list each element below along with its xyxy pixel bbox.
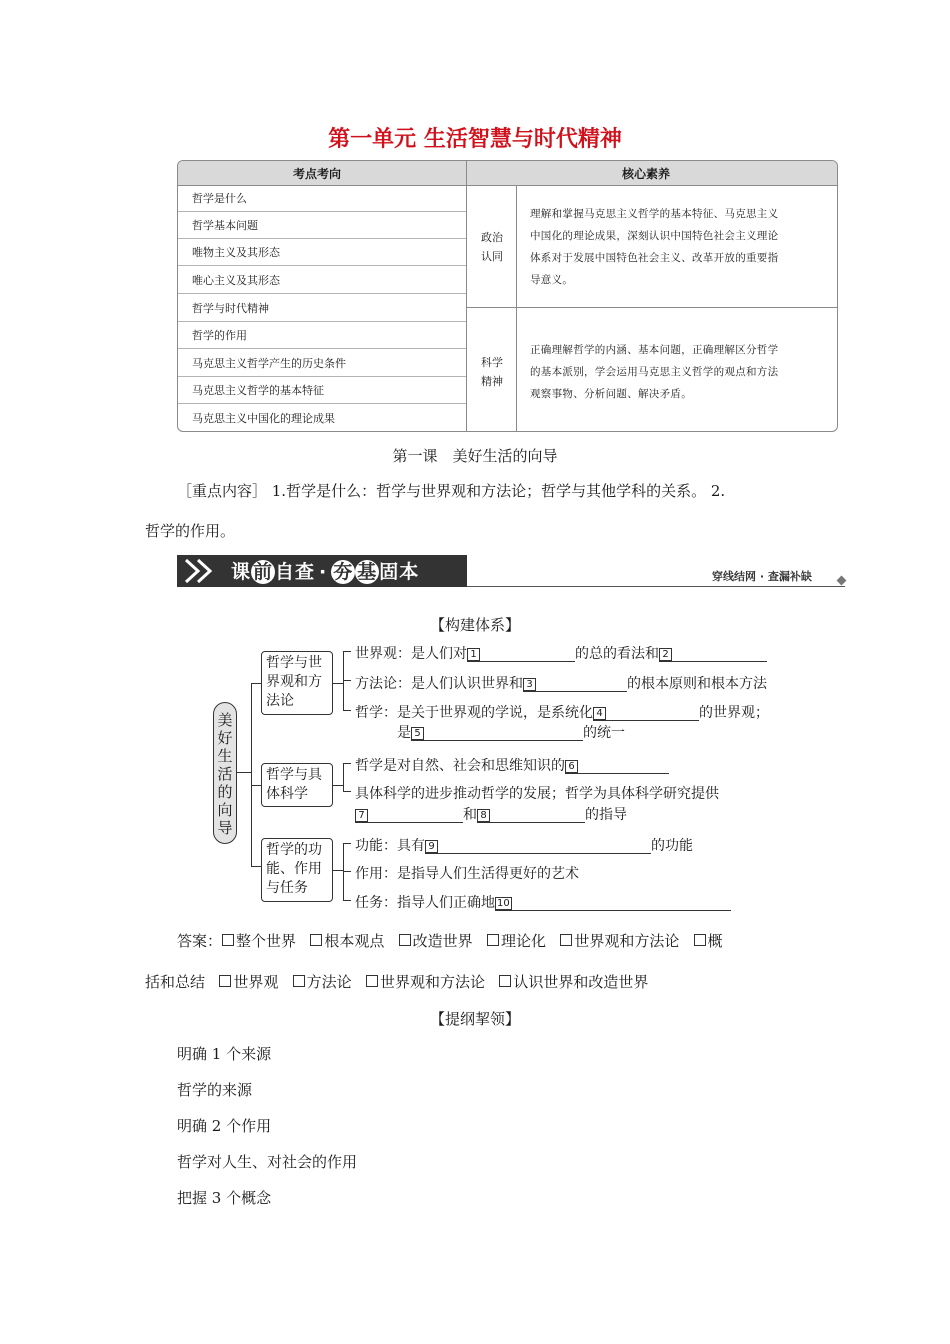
table-row: 哲学的作用 [178,322,466,349]
answers-line-2: 括和总结 世界观 方法论 世界观和方法论 认识世界和改造世界 [145,973,649,991]
outline-heading: 【提纲挈领】 [429,1010,520,1028]
table-row: 唯心主义及其形态 [178,267,466,294]
diagram-line-5: 哲学是对自然、社会和思维知识的 6 [355,755,669,775]
diagram-box-science: 哲学与具体科学 [261,763,333,807]
exam-literacy-table [177,160,838,432]
banner-title: 课 前 自查 · 夯 基 固本 [231,561,420,583]
diagram-line-2: 方法论：是人们认识世界和 3 的根本原则和根本方法 [355,676,767,692]
diagram-line-6: 具体科学的进步推动哲学的发展；哲学为具体科学研究提供 [355,786,719,802]
table-row: 马克思主义中国化的理论成果 [192,412,335,425]
unit-title: 第一单元 生活智慧与时代精神 [328,127,622,152]
literacy-label-political: 政治 认同 [481,231,503,263]
table-header [178,161,837,186]
diagram-line-3: 哲学：是关于世界观的学说，是系统化 4 的世界观； [355,705,769,721]
diagram-line-1: 世界观：是人们对 1 的总的看法和 2 [355,643,767,663]
diagram-line-7: 7 和 8 的指导 [355,804,627,824]
outline-item: 把握 3 个概念 [177,1189,272,1207]
outline-item: 明确 2 个作用 [177,1117,272,1135]
literacy-label-science: 科学 精神 [481,356,503,388]
diagram-line-8: 功能：具有 9 的功能 [355,838,693,854]
key-content: ［重点内容］ 1.哲学是什么：哲学与世界观和方法论；哲学与其他学科的关系。 2. [177,482,726,500]
table-row: 马克思主义哲学产生的历史条件 [178,350,466,377]
header-core-literacy: 核心素养 [622,167,671,181]
answers-line-1: 答案： 整个世界 根本观点 改造世界 理论化 世界观和方法论 概 [177,932,723,950]
diagram-line-10: 任务：指导人们正确地 10 [355,892,731,912]
diagram-box-function: 哲学的功能、作用与任务 [261,838,333,902]
diamond-icon [837,576,847,586]
chevron-double-icon [184,558,224,584]
outline-item: 明确 1 个来源 [177,1045,272,1063]
header-exam-points: 考点考向 [293,167,342,181]
table-row: 马克思主义哲学的基本特征 [178,377,466,404]
table-row: 唯物主义及其形态 [178,239,466,266]
outline-item: 哲学对人生、对社会的作用 [177,1153,358,1171]
table-row: 哲学与时代精神 [178,295,466,322]
construct-heading: 【构建体系】 [429,616,520,634]
key-content-cont: 哲学的作用。 [145,522,236,540]
literacy-desc-science: 正确理解哲学的内涵、基本问题，正确理解区分哲学 的基本派别，学会运用马克思主义哲学的观点和方法 观察事物、分析问题、解决矛盾。 [530,344,779,400]
diagram-line-4: 是 5 的统一 [397,725,625,741]
table-row: 哲学基本问题 [178,212,466,239]
literacy-desc-political: 理解和掌握马克思主义哲学的基本特征、马克思主义 中国化的理论成果，深刻认识中国特色社会主义理论 体系对于发展中国特色社会主义、改革开放的重要指 导意义。 [530,208,779,286]
banner-subtitle: 穿线结网 · 查漏补缺 [712,570,812,583]
table-row: 哲学是什么 [178,185,466,212]
outline-item: 哲学的来源 [177,1081,253,1099]
diagram-root: 美 好 生 活 的 向 导 [213,702,237,844]
diagram-line-9: 作用：是指导人们生活得更好的艺术 [355,866,579,882]
lesson-title: 第一课 美好生活的向导 [392,447,558,465]
diagram-box-worldview: 哲学与世界观和方法论 [261,651,333,715]
